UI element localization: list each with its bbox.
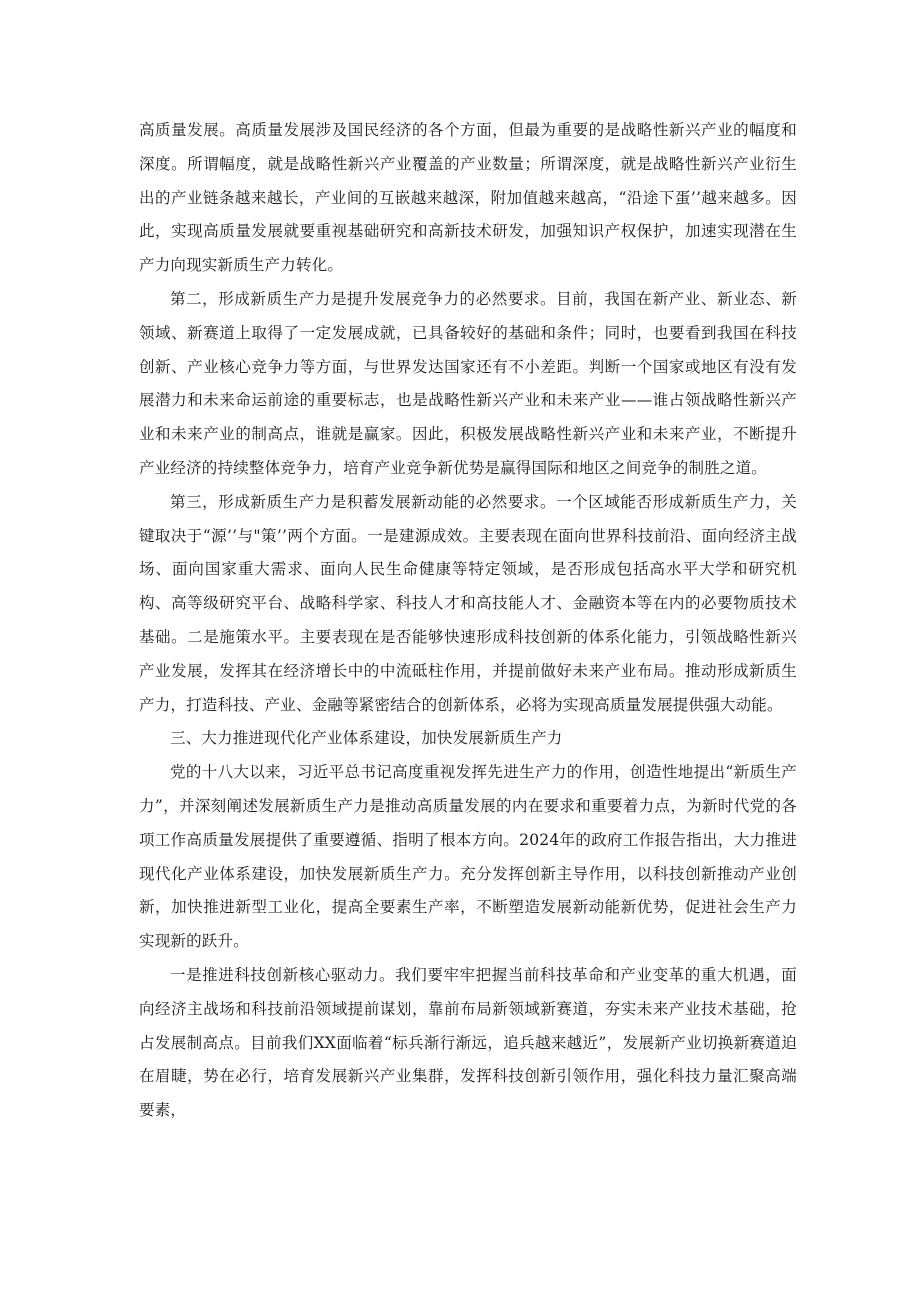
paragraph-tech-innovation: 一是推进科技创新核心驱动力。我们要牢牢把握当前科技革命和产业变革的重大机遇，面向经济主战场和科技前沿领域提前谋划，靠前布局新领域新赛道，夯实未来产业技术基础，抢占发展制高点。目前我们XX面临着“标兵渐行渐远，追兵越来越近”，发展新产业切换新赛道迫在眉睫，势在必行，培育发展新兴产业集群，发挥科技创新引领作用，强化科技力量汇聚高端要素， [139,965,797,1120]
paragraph-second-requirement: 第二，形成新质生产力是提升发展竞争力的必然要求。目前，我国在新产业、新业态、新领域、新赛道上取得了一定发展成就，已具备较好的基础和条件；同时，也要看到我国在科技创新、产业核心竞争力等方面，与世界发达国家还有不小差距。判断一个国家或地区有没有发展潜力和未来命运前途的重要标志，也是战略性新兴产业和未来产业——谁占领战略性新兴产业和未来产业的制高点，谁就是赢家。因此，积极发展战略性新兴产业和未来产业，不断提升产业经济的持续整体竞争力，培育产业竞争新优势是赢得国际和地区之间竞争的制胜之道。 [139,289,797,477]
paragraph-continuation: 高质量发展。高质量发展涉及国民经济的各个方面，但最为重要的是战略性新兴产业的幅度和深度。所谓幅度，就是战略性新兴产业覆盖的产业数量；所谓深度，就是战略性新兴产业衍生出的产业链条越来越长，产业间的互嵌越来越深，附加值越来越高，“沿途下蛋’’越来越多。因此，实现高质量发展就要重视基础研究和高新技术研发，加强知识产权保护，加速实现潜在生产力向现实新质生产力转化。 [139,121,797,275]
paragraph-party-congress: 党的十八大以来，习近平总书记高度重视发挥先进生产力的作用，创造性地提出“新质生产力”，并深刻阐述发展新质生产力是推动高质量发展的内在要求和重要着力点，为新时代党的各项工作高质量发展提供了重要遵循、指明了根本方向。2024年的政府工作报告指出，大力推进现代化产业体系建设，加快发展新质生产力。充分发挥创新主导作用，以科技创新推动产业创新，加快推进新型工业化，提高全要素生产率，不断塑造发展新动能新优势，促进社会生产力实现新的跃升。 [139,763,797,951]
document-page [139,114,797,1128]
paragraph-third-requirement: 第三，形成新质生产力是积蓄发展新动能的必然要求。一个区域能否形成新质生产力，关键取决于“源’’与"策’’两个方面。一是建源成效。主要表现在面向世界科技前沿、面向经济主战场、面向国家重大需求、面向人民生命健康等特定领域，是否形成包括高水平大学和研究机构、高等级研究平台、战略科学家、科技人才和高技能人才、金融资本等在内的必要物质技术基础。二是施策水平。主要表现在是否能够快速形成科技创新的体系化能力，引领战略性新兴产业发展，发挥其在经济增长中的中流砥柱作用，并提前做好未来产业布局。推动形成新质生产力，打造科技、产业、金融等紧密结合的创新体系，必将为实现高质量发展提供强大动能。 [139,492,797,714]
section-heading-three: 三、大力推进现代化产业体系建设，加快发展新质生产力 [170,729,563,748]
